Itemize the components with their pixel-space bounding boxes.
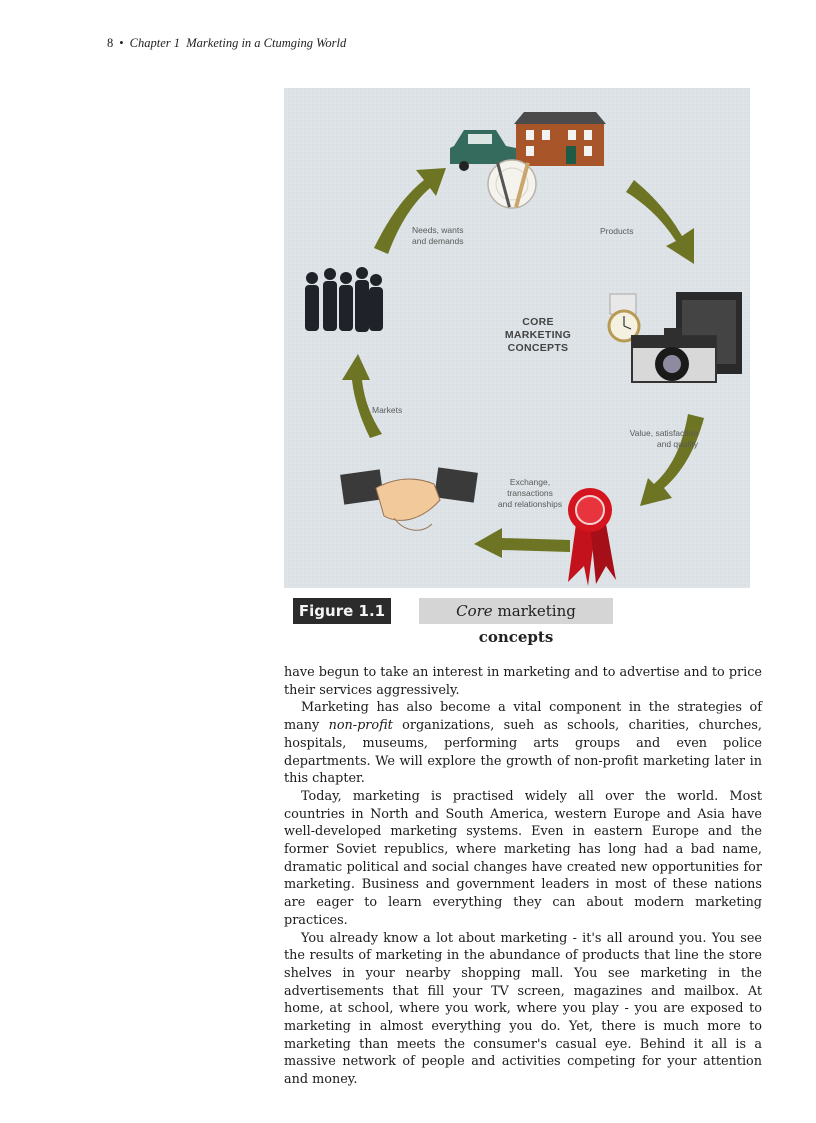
label-products xyxy=(600,226,634,237)
paragraph-4: You already know a lot about marketing - it's all around you. You see the results of marketing in the abundance of products that line the store shelves in your nearby shopping mall. You see marketing in the advertisements that fill your TV screen, magazines and mailbox. At home, at school, where you work, where you play - you are exposed to marketing in almost everything you do. Yet, there is much more to marketing than meets the consumer's casual eye. Behind it all is a massive network of people and activities competing for your attention and money. xyxy=(284,930,762,1088)
paragraph-3: Today, marketing is practised widely all over the world. Most countries in North and South America, western Europe and Asia have well-developed marketing systems. Even in eastern Europe and the former Soviet republics, where marketing has long had a bad name, dramatic political and social changes have created new opportunities for marketing. Business and government leaders in most of these nations are eager to learn everything they can about modern marketing practices. xyxy=(284,788,762,928)
caption-word-concepts: concepts xyxy=(478,628,554,646)
page-number: 8 xyxy=(107,36,114,50)
core-line3: CONCEPTS xyxy=(507,342,569,354)
chapter-title: Marketing in a Ctumging World xyxy=(186,36,347,50)
paragraph-1: have begun to take an interest in marketing and to advertise and to price their services aggressively. xyxy=(284,665,762,698)
header-bullet: • xyxy=(119,36,124,50)
watch-icon xyxy=(609,294,639,341)
label-value-line2: and quality xyxy=(656,439,698,449)
paragraph-2-end: organizations, sueh as schools, charities, churches, hospitals, museums, performing arts groups and even police departments. We will explore the growth of non-profit marketing later in this chapter. xyxy=(284,718,762,787)
camera-icon xyxy=(632,328,716,382)
paragraph-2-start: Marketing has also become a vital component in the strategies of many xyxy=(284,700,762,734)
core-line2: MARKETING xyxy=(504,329,572,341)
figure-number: Figure 1.1 xyxy=(293,598,391,624)
label-needs-line2: and demands xyxy=(412,236,464,246)
label-products-line1: Products xyxy=(600,226,634,236)
label-value xyxy=(592,428,698,450)
label-exchange-line2: transactions xyxy=(507,488,553,498)
label-exchange xyxy=(490,477,570,510)
label-exchange-line1: Exchange, xyxy=(509,477,551,487)
label-needs xyxy=(412,225,464,247)
paragraph-2-italic: non-profit xyxy=(328,718,393,734)
plate-icon xyxy=(488,160,536,208)
label-markets xyxy=(372,405,402,416)
label-value-line1: Value, satisfaction xyxy=(629,428,698,438)
paragraph-2 xyxy=(284,699,762,788)
body-text xyxy=(284,664,762,1089)
people-group-icon xyxy=(305,267,383,332)
running-head xyxy=(107,36,346,51)
core-concepts-label xyxy=(482,316,594,355)
label-markets-line1: Markets xyxy=(372,405,403,415)
core-line1: CORE xyxy=(522,316,554,328)
core-concepts-figure xyxy=(284,88,750,588)
figure-caption xyxy=(419,598,613,646)
label-needs-line1: Needs, wants xyxy=(412,225,464,235)
caption-word-core: Core xyxy=(456,602,493,620)
chapter-label: Chapter 1 xyxy=(129,36,180,50)
house-icon xyxy=(514,112,606,166)
label-exchange-line3: and relationships xyxy=(497,499,563,509)
caption-word-marketing: marketing xyxy=(497,602,576,620)
